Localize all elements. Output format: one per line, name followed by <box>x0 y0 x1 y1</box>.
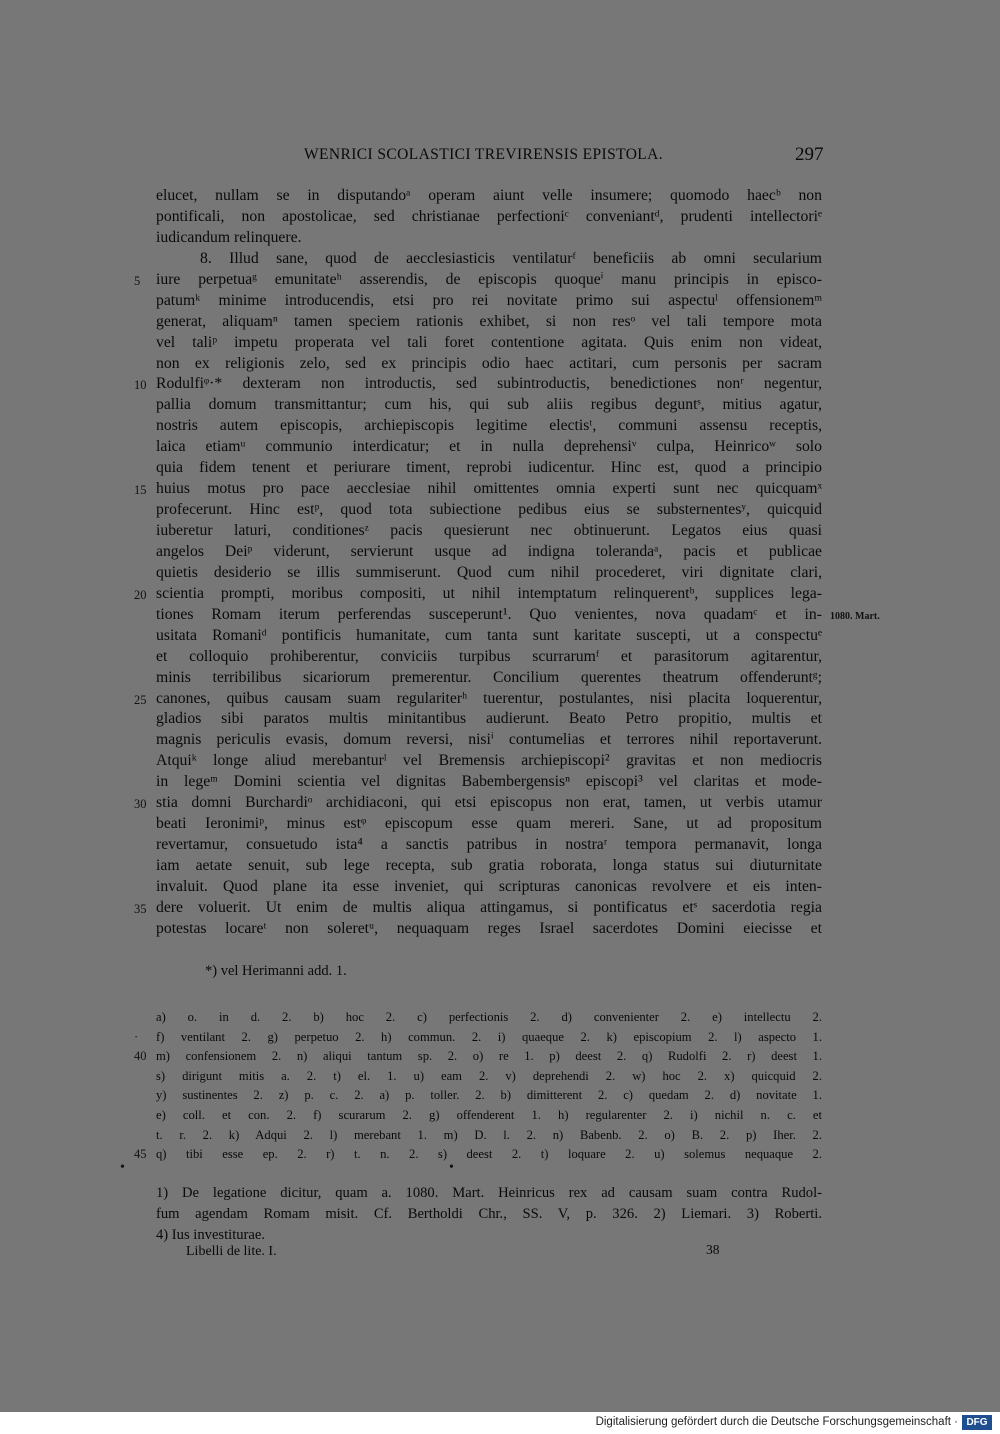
dfg-bar <box>0 1412 1000 1434</box>
body-line <box>134 584 822 605</box>
body-line <box>156 835 822 856</box>
body-line-text: profecerunt. Hinc estᵖ, quod tota subiectione pedibus eius se substernentesʸ, quicquid <box>156 501 822 519</box>
body-line <box>156 626 822 647</box>
body-line <box>156 877 822 898</box>
body-line-text: laica etiamᵘ communio interdicatur; et in nulla deprehensiᵛ culpa, Heinricoʷ solo <box>156 438 822 456</box>
footnote-line <box>156 1204 822 1225</box>
footnote-line-text: fum agendam Romam misit. Cf. Bertholdi Chr., SS. V, p. 326. 2) Liemari. 3) Roberti. <box>156 1206 822 1222</box>
body-line-text: et colloquio prohiberentur, conviciis turpibus scurrarumᶠ et parasitorum agitarentur, <box>156 647 822 665</box>
line-number: 25 <box>134 692 147 707</box>
footnotes <box>156 1183 822 1246</box>
page-footer <box>186 1244 726 1266</box>
apparatus-line-text: e) coll. et con. 2. f) scurarum 2. g) offenderent 1. h) regularenter 2. i) nichil n. c. et <box>156 1107 822 1122</box>
body-line <box>156 249 822 270</box>
body-line <box>156 207 822 228</box>
body-line <box>156 458 822 479</box>
dfg-credit[interactable]: Digitalisierung gefördert durch die Deutsche Forschungsgemeinschaft · <box>595 1416 958 1428</box>
body-line <box>134 898 822 919</box>
body-line-text: huius motus pro pace aecclesiae nihil omittentes omnia experti sunt nec quicquamˣ <box>156 480 822 498</box>
body-line-text: revertamur, consuetudo ista⁴ a sanctis patribus in nostraʳ tempora permanavit, longa <box>156 836 822 854</box>
body-line-text: quia fidem tenent et periurare timent, reprobi iudicentur. Hinc est, quod a principio <box>156 459 822 477</box>
body-line-text: usitata Romaniᵈ pontificis humanitate, cum tanta sunt karitate suscepti, ut a conspectuᵉ <box>156 626 822 644</box>
body-line <box>134 479 822 500</box>
apparatus-line <box>156 1067 822 1087</box>
apparatus-line-text: m) confensionem 2. n) aliqui tantum sp. 2. o) re 1. p) deest 2. q) Rudolfi 2. r) deest 1. <box>156 1049 822 1064</box>
apparatus-line-text: a) o. in d. 2. b) hoc 2. c) perfectionis 2. d) convenienter 2. e) intellectu 2. <box>156 1010 822 1024</box>
line-number: 5 <box>134 273 141 288</box>
footer-sheet-number: 38 <box>706 1242 720 1257</box>
line-number: · <box>134 1029 139 1044</box>
body-line <box>156 814 822 835</box>
body-line <box>156 291 822 312</box>
body-line <box>134 689 822 710</box>
body-line-text: gladios sibi paratos multis minitantibus audierunt. Beato Petro propitio, multis et <box>156 710 822 728</box>
body-line-text: iam aetate senuit, sub lege recepta, sub gratia roborata, longa status sui diuturnitate <box>156 857 822 874</box>
body-line-text: canones, quibus causam suam regulariterʰ tuerentur, postulantes, nisi placita loquerentur, <box>156 689 822 707</box>
line-number: 20 <box>134 587 147 602</box>
body-line <box>156 500 822 521</box>
body-line-text: generat, aliquamⁿ tamen speciem rationis exhibet, si non resᵒ vel tali tempore mota <box>156 312 822 330</box>
body-line <box>156 333 822 354</box>
body-line <box>156 730 822 751</box>
body-line <box>156 751 822 772</box>
body-line-text: iure perpetuaᵍ emunitateʰ asserendis, de episcopis quoqueⁱ manu principis in episco- <box>156 270 822 288</box>
body-line-text: magnis periculis evasis, domum reversi, nisiⁱ contumelias et terrores nihil reportaverunt. <box>156 731 822 749</box>
footer-signature: Libelli de lite. I. <box>186 1244 277 1259</box>
body-line-text: iudicandum relinquere. <box>156 228 302 246</box>
apparatus-line-text: f) ventilant 2. g) perpetuo 2. h) commun. 2. i) quaeque 2. k) episcopium 2. l) aspecto 1. <box>156 1029 822 1044</box>
body-line <box>156 312 822 333</box>
body-line <box>156 605 880 626</box>
body-line-text: invaluit. Quod plane ita esse inveniet, qui scripturas canonicas revolvere et eis inten- <box>156 877 822 895</box>
apparatus-line-text: s) dirigunt mitis a. 2. t) el. 1. u) eam 2. v) deprehendi 2. w) hoc 2. x) quicquid 2. <box>156 1068 822 1083</box>
body-line-text: pontificali, non apostolicae, sed christianae perfectioniᶜ conveniantᵈ, prudenti intellectoriᵉ <box>156 207 822 225</box>
running-head-title: WENRICI SCOLASTICI TREVIRENSIS EPISTOLA. <box>304 146 664 163</box>
apparatus-line <box>156 1086 822 1106</box>
body-line <box>134 374 822 395</box>
footnote-line-text: 1) De legatione dicitur, quam a. 1080. Mart. Heinricus rex ad causam suam contra Rudol- <box>156 1185 822 1201</box>
body-line-text: non ex religionis zelo, sed ex principis odio haec actitari, cum personis per sacram <box>156 354 822 372</box>
body-line <box>156 919 822 940</box>
body-line-text: dere voluerit. Ut enim de multis aliqua attingamus, si pontificatus etˢ sacerdotia regia <box>156 898 822 916</box>
body-line <box>156 395 822 416</box>
body-line <box>156 521 822 542</box>
body-line <box>156 437 822 458</box>
body-line-text: patumᵏ minime introducendis, etsi pro rei novitate primo sui aspectuˡ offensionemᵐ <box>156 291 822 309</box>
body-line <box>156 186 822 207</box>
apparatus-line <box>134 1028 822 1048</box>
bullet-mark: • <box>449 1160 454 1175</box>
main-text <box>134 186 880 940</box>
body-line <box>156 709 822 730</box>
margin-date-note: 1080. Mart. <box>830 610 880 622</box>
body-line-text: quietis desiderio se illis summiserunt. Quod cum nihil procederet, viri dignitate clari, <box>156 563 822 581</box>
body-line-text: vel taliᵖ impetu properata vel tali foret contentione agitata. Quis enim non videat, <box>156 333 822 351</box>
apparatus-line <box>156 1008 822 1028</box>
apparatus-line <box>134 1145 822 1165</box>
apparatus-line-text: y) sustinentes 2. z) p. c. 2. a) p. toller. 2. b) dimitterent 2. c) quedam 2. d) novitate 1. <box>156 1088 822 1103</box>
body-line-text: nostris autem episcopis, archiepiscopis legitime electisᵗ, communi assensu receptis, <box>156 417 822 435</box>
body-line-text: pallia domum transmittantur; cum his, qui sub aliis regibus deguntˢ, mitius agatur, <box>156 396 822 414</box>
body-line-text: in legeᵐ Domini scientia vel dignitas Babembergensisⁿ episcopi³ vel claritas et mode- <box>156 773 822 791</box>
apparatus-line <box>156 1126 822 1146</box>
apparatus-line <box>156 1106 822 1126</box>
body-line-text: 8. Illud sane, quod de aecclesiasticis ventilaturᶠ beneficiis ab omni secularium <box>200 249 822 267</box>
body-line <box>156 416 822 437</box>
body-line-text: tiones Romam iterum perferendas susceperunt¹. Quo venientes, nova quadamᶜ et in- <box>156 605 822 623</box>
body-line <box>134 270 822 291</box>
body-line <box>156 563 822 584</box>
body-line <box>156 354 822 375</box>
body-line-text: potestas locareᵗ non soleretᵘ, nequaquam reges Israel sacerdotes Domini eiecisse et <box>156 919 822 937</box>
line-number: 30 <box>134 797 147 812</box>
page-number: 297 <box>795 144 824 165</box>
running-head <box>0 146 1000 172</box>
footnote-line-text: 4) Ius investiturae. <box>156 1227 266 1243</box>
body-line <box>156 228 822 249</box>
body-line-text: Atquiᵏ longe aliud merebanturˡ vel Bremensis archiepiscopi² gravitas et non mediocris <box>156 752 822 770</box>
body-line-text: elucet, nullam se in disputandoᵃ operam aiunt velle insumere; quomodo haecᵇ non <box>156 187 822 204</box>
body-line-text: minis terribilibus sicariorum premerentur. Concilium querentes theatrum offenderuntᵍ; <box>156 668 822 686</box>
dfg-logo-icon[interactable]: DFG <box>962 1415 992 1430</box>
apparatus-line-text: q) tibi esse ep. 2. r) t. n. 2. s) deest 2. t) loquare 2. u) solemus nequaque 2. <box>156 1147 822 1162</box>
body-line <box>156 647 822 668</box>
critical-apparatus <box>134 1008 822 1165</box>
line-number: 45 <box>134 1147 147 1162</box>
body-line-text: scientia prompti, moribus compositi, ut nihil intemptatum relinquerentᵇ, supplices lega- <box>156 584 822 602</box>
line-number: 40 <box>134 1049 147 1064</box>
body-line-text: beati Ieronimiᵖ, minus estᵠ episcopum esse quam mereri. Sane, ut ad propositum <box>156 815 822 833</box>
body-line-text: Rodulfiᵠ·* dexteram non introductis, sed subintroductis, benedictiones nonʳ negentur, <box>156 375 822 393</box>
body-line <box>156 856 822 877</box>
body-line-text: iuberetur laturi, conditionesᶻ pacis quesierunt nec obtinuerunt. Legatos eius quasi <box>156 522 822 539</box>
line-number: 15 <box>134 483 147 498</box>
apparatus-line-text: t. r. 2. k) Adqui 2. l) merebant 1. m) D. l. 2. n) Babenb. 2. o) B. 2. p) Iher. 2. <box>156 1127 822 1142</box>
footnote-line <box>156 1183 822 1204</box>
body-line <box>156 772 822 793</box>
body-line <box>156 668 822 689</box>
star-note: *) vel Herimanni add. 1. <box>205 963 347 979</box>
line-number: 10 <box>134 378 147 393</box>
bullet-mark: • <box>120 1160 125 1175</box>
footnote-line <box>156 1225 822 1246</box>
body-line <box>156 542 822 563</box>
body-line-text: angelos Deiᵖ viderunt, servierunt usque ad indigna tolerandaᵃ, pacis et publicae <box>156 542 822 560</box>
body-line <box>134 793 822 814</box>
line-number: 35 <box>134 901 147 916</box>
body-line-text: stia domni Burchardiᵒ archidiaconi, qui etsi episcopus non erat, tamen, ut verbis utamur <box>156 794 822 812</box>
apparatus-line <box>134 1047 822 1067</box>
